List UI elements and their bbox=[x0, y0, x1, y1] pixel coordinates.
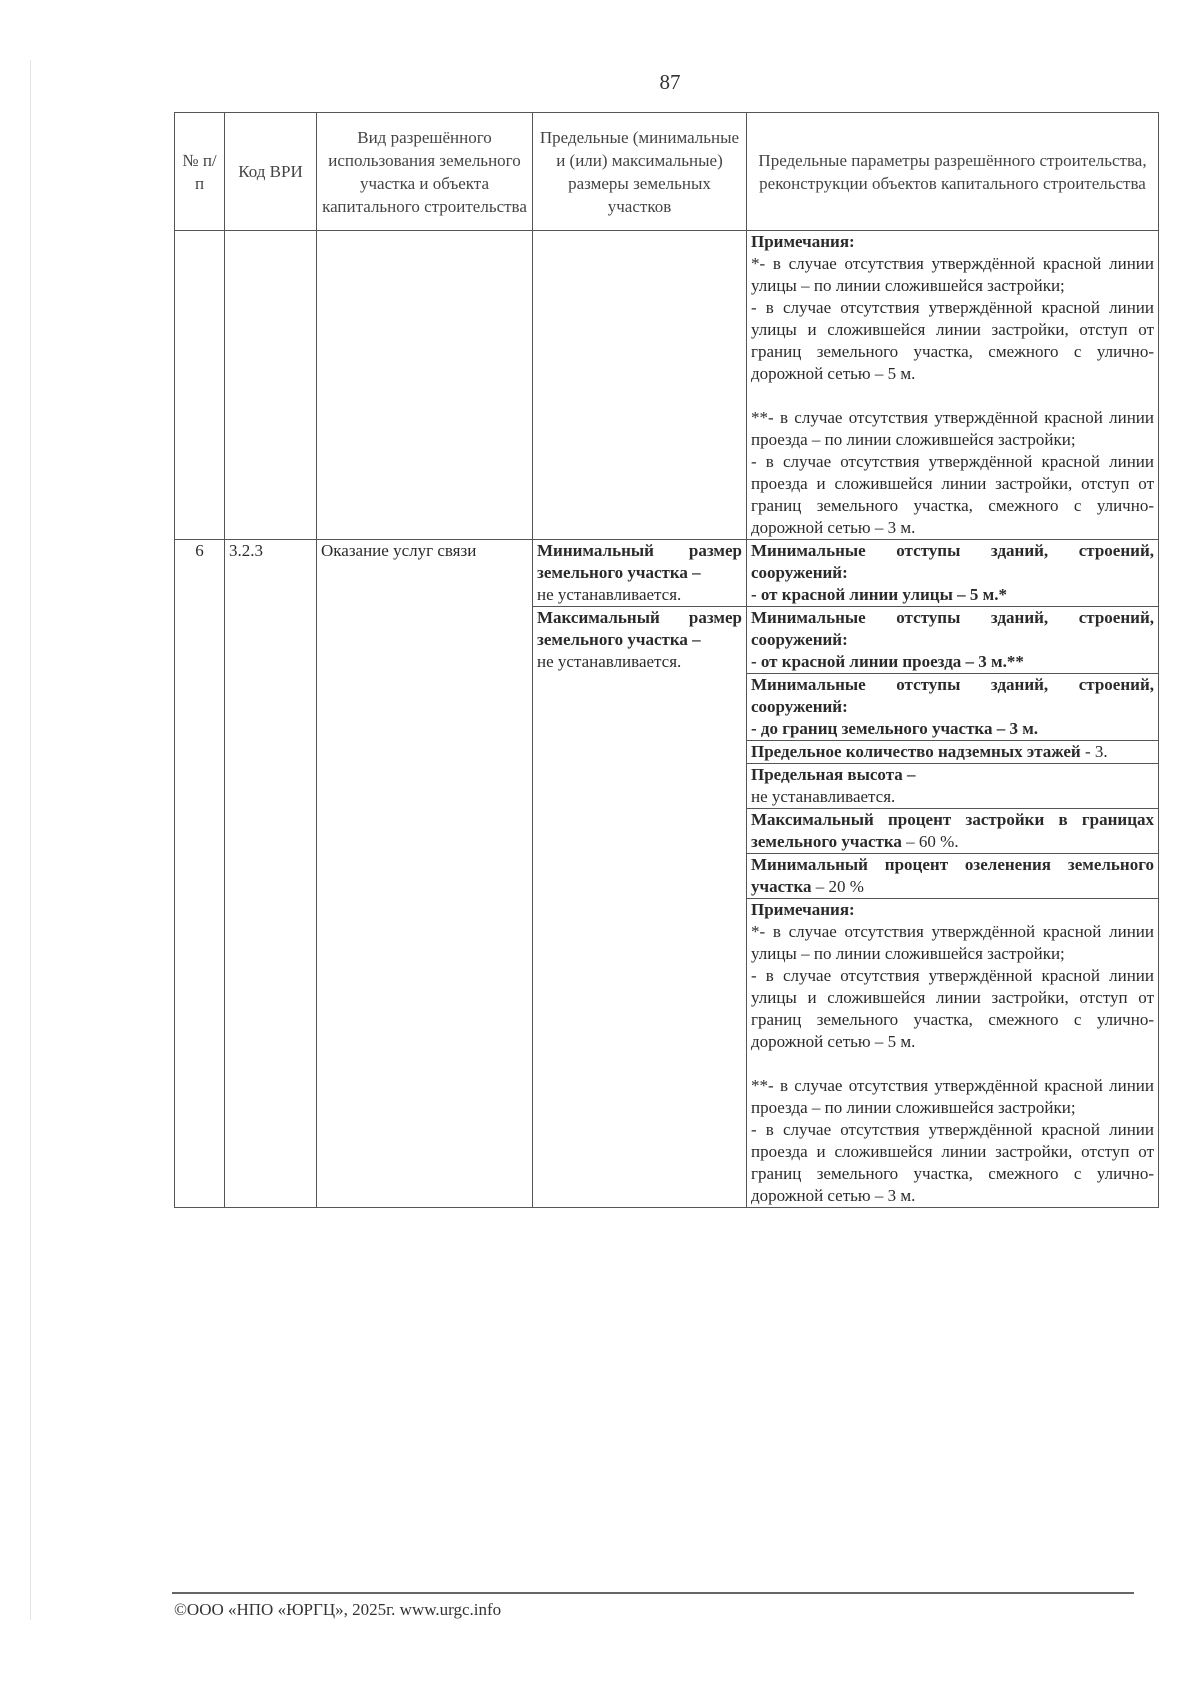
notes-title: Примечания: bbox=[751, 232, 855, 251]
param-floors: Предельное количество надземных этажей - 3. bbox=[747, 741, 1159, 764]
param-height: Предельная высота – не устанавливается. bbox=[747, 764, 1159, 809]
row-use-type: Оказание услуг связи bbox=[317, 540, 533, 1208]
param-setback-driveway: Минимальные отступы зданий, строений, сооружений: - от красной линии проезда – 3 м.** bbox=[747, 607, 1159, 674]
row-number: 6 bbox=[175, 540, 225, 1208]
note-paragraph: - в случае отсутствия утверждённой красной линии улицы и сложившейся линии застройки, отступ от границ земельного участка, смежного с улично-дорожной сетью – 5 м. bbox=[751, 966, 1154, 1051]
header-sizes: Предельные (минимальные и (или) максимальные) размеры земельных участков bbox=[533, 113, 747, 231]
note-paragraph: - в случае отсутствия утверждённой красной линии проезда и сложившейся линии застройки, отступ от границ земельного участка, смежного с улично-дорожной сетью – 3 м. bbox=[751, 452, 1154, 537]
continued-notes-cell bbox=[747, 231, 1159, 540]
max-size-value: не устанавливается. bbox=[537, 652, 682, 671]
page-number: 87 bbox=[659, 70, 681, 94]
footer-copyright: ©ООО «НПО «ЮРГЦ», 2025г. www.urgc.info bbox=[174, 1600, 502, 1619]
row6-notes-cell bbox=[747, 899, 1159, 1208]
header-code: Код ВРИ bbox=[225, 113, 317, 231]
note-paragraph: - в случае отсутствия утверждённой красной линии улицы и сложившейся линии застройки, отступ от границ земельного участка, смежного с улично-дорожной сетью – 5 м. bbox=[751, 298, 1154, 383]
param-setback-street: Минимальные отступы зданий, строений, сооружений: - от красной линии улицы – 5 м.* bbox=[747, 540, 1159, 607]
note-paragraph: *- в случае отсутствия утверждённой красной линии улицы – по линии сложившейся застройки; bbox=[751, 922, 1154, 963]
param-building-coverage: Максимальный процент застройки в границах земельного участка – 60 %. bbox=[747, 809, 1159, 854]
header-params: Предельные параметры разрешённого строительства, реконструкции объектов капитального строительства bbox=[747, 113, 1159, 231]
notes-title: Примечания: bbox=[751, 900, 855, 919]
footer-divider bbox=[172, 1592, 1134, 1594]
regulations-table bbox=[174, 112, 1159, 1208]
param-greening: Минимальный процент озеленения земельного участка – 20 % bbox=[747, 854, 1159, 899]
table-row-6 bbox=[175, 540, 1159, 607]
param-setback-boundary: Минимальные отступы зданий, строений, сооружений: - до границ земельного участка – 3 м. bbox=[747, 674, 1159, 741]
note-paragraph: **- в случае отсутствия утверждённой красной линии проезда – по линии сложившейся застройки; bbox=[751, 1076, 1154, 1117]
header-type: Вид разрешённого использования земельного участка и объекта капитального строительства bbox=[317, 113, 533, 231]
scan-edge-line bbox=[30, 60, 31, 1620]
max-size-cell bbox=[533, 607, 747, 1208]
note-paragraph: **- в случае отсутствия утверждённой красной линии проезда – по линии сложившейся застройки; bbox=[751, 408, 1154, 449]
min-size-value: не устанавливается. bbox=[537, 585, 682, 604]
note-paragraph: - в случае отсутствия утверждённой красной линии проезда и сложившейся линии застройки, отступ от границ земельного участка, смежного с улично-дорожной сетью – 3 м. bbox=[751, 1120, 1154, 1205]
header-num: № п/п bbox=[175, 113, 225, 231]
min-size-title: Минимальный размер земельного участка – bbox=[537, 541, 742, 582]
max-size-title: Максимальный размер земельного участка – bbox=[537, 608, 742, 649]
min-size-cell bbox=[533, 540, 747, 607]
row-code: 3.2.3 bbox=[225, 540, 317, 1208]
table-row-continued bbox=[175, 231, 1159, 540]
note-paragraph: *- в случае отсутствия утверждённой красной линии улицы – по линии сложившейся застройки; bbox=[751, 254, 1154, 295]
table-header-row bbox=[175, 113, 1159, 231]
